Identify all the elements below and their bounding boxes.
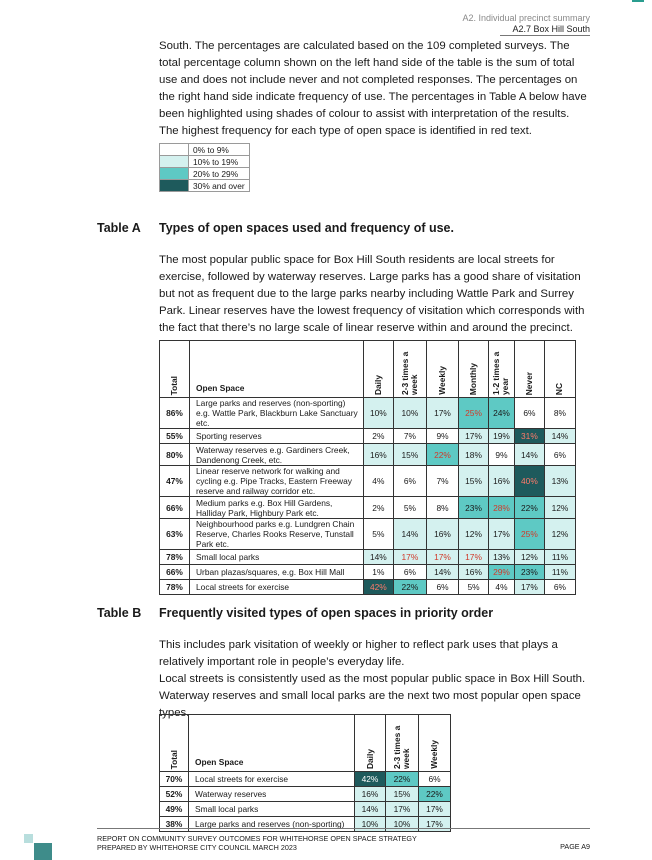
table-row xyxy=(160,466,576,497)
value-cell: 17% xyxy=(426,550,458,565)
value-cell: 13% xyxy=(489,550,515,565)
value-cell: 22% xyxy=(386,772,419,787)
value-cell: 5% xyxy=(393,497,426,519)
value-cell: 42% xyxy=(355,772,386,787)
column-header xyxy=(544,341,575,398)
table-row xyxy=(160,444,576,466)
legend-label: 30% and over xyxy=(189,180,250,192)
open-space-name: Small local parks xyxy=(190,550,364,565)
table-a-label: Table A xyxy=(97,221,141,235)
table-row xyxy=(160,398,576,429)
value-cell: 10% xyxy=(393,398,426,429)
value-cell: 16% xyxy=(363,444,393,466)
legend-swatch xyxy=(160,144,189,156)
column-header-label: Daily xyxy=(372,374,383,395)
column-header xyxy=(489,341,515,398)
value-cell: 10% xyxy=(386,817,419,832)
legend-swatch xyxy=(160,156,189,168)
column-header xyxy=(426,341,458,398)
value-cell: 7% xyxy=(426,466,458,497)
total-cell: 86% xyxy=(160,398,190,429)
total-cell: 38% xyxy=(160,817,189,832)
footer-decor-square-large xyxy=(34,843,52,860)
value-cell: 6% xyxy=(544,444,575,466)
value-cell: 7% xyxy=(393,429,426,444)
open-space-name: Sporting reserves xyxy=(190,429,364,444)
value-cell: 16% xyxy=(489,466,515,497)
value-cell: 4% xyxy=(489,580,515,595)
table-row xyxy=(160,565,576,580)
column-header-open-space: Open Space xyxy=(189,715,355,772)
value-cell: 6% xyxy=(393,565,426,580)
table-row xyxy=(160,519,576,550)
value-cell: 28% xyxy=(489,497,515,519)
open-space-name: Large parks and reserves (non-sporting) xyxy=(189,817,355,832)
value-cell: 40% xyxy=(514,466,544,497)
legend-label: 10% to 19% xyxy=(189,156,250,168)
value-cell: 6% xyxy=(544,580,575,595)
table-row xyxy=(160,580,576,595)
column-header xyxy=(160,715,189,772)
value-cell: 13% xyxy=(544,466,575,497)
header-subsection: A2.7 Box Hill South xyxy=(512,24,590,34)
total-cell: 78% xyxy=(160,550,190,565)
value-cell: 9% xyxy=(426,429,458,444)
column-header-label: Never xyxy=(523,371,534,395)
value-cell: 18% xyxy=(459,444,489,466)
footer-prepared-by: PREPARED BY WHITEHORSE CITY COUNCIL MARCH 2023 xyxy=(97,843,297,852)
value-cell: 14% xyxy=(426,565,458,580)
value-cell: 5% xyxy=(363,519,393,550)
value-cell: 17% xyxy=(489,519,515,550)
value-cell: 2% xyxy=(363,497,393,519)
value-cell: 16% xyxy=(426,519,458,550)
footer-rule xyxy=(97,828,590,829)
total-cell: 66% xyxy=(160,565,190,580)
value-cell: 11% xyxy=(544,550,575,565)
value-cell: 6% xyxy=(426,580,458,595)
value-cell: 4% xyxy=(363,466,393,497)
value-cell: 8% xyxy=(544,398,575,429)
table-a-title: Types of open spaces used and frequency of use. xyxy=(159,221,454,235)
table-b xyxy=(159,714,451,832)
table-row xyxy=(160,550,576,565)
color-legend xyxy=(159,143,250,192)
column-header-label: 2-3 times a week xyxy=(392,725,411,769)
value-cell: 12% xyxy=(459,519,489,550)
header-rule xyxy=(500,35,590,36)
page-number: PAGE A9 xyxy=(560,842,590,851)
corner-accent xyxy=(632,0,644,2)
value-cell: 25% xyxy=(514,519,544,550)
total-cell: 52% xyxy=(160,787,189,802)
header-section: A2. Individual precinct summary xyxy=(462,13,590,23)
legend-swatch xyxy=(160,180,189,192)
value-cell: 17% xyxy=(419,802,451,817)
column-header-label: 1-2 times a year xyxy=(491,351,511,395)
open-space-name: Local streets for exercise xyxy=(190,580,364,595)
column-header-label: Weekly xyxy=(436,366,447,395)
column-header-label: Monthly xyxy=(468,362,479,395)
open-space-name: Large parks and reserves (non-sporting) e.g. Wattle Park, Blackburn Lake Sanctuary etc. xyxy=(190,398,364,429)
value-cell: 23% xyxy=(459,497,489,519)
legend-swatch xyxy=(160,168,189,180)
legend-row xyxy=(160,180,250,192)
open-space-name: Waterway reserves xyxy=(189,787,355,802)
table-a xyxy=(159,340,576,595)
table-row xyxy=(160,787,451,802)
value-cell: 12% xyxy=(544,519,575,550)
table-a-description: The most popular public space for Box Hill South residents are local streets for exercise, followed by waterway reserves. Large parks has a good share of visitation but not as frequent due to the large parks nearby including Wattle Park and Surrey Park. Linear reserves have the lowest frequency of visitation which corresponds with the fact that there’s no large scale of linear reserve within and around the precinct. xyxy=(159,254,585,334)
column-header xyxy=(363,341,393,398)
value-cell: 15% xyxy=(459,466,489,497)
value-cell: 12% xyxy=(514,550,544,565)
value-cell: 14% xyxy=(393,519,426,550)
column-header xyxy=(386,715,419,772)
open-space-name: Neighbourhood parks e.g. Lundgren Chain Reserve, Charles Rooks Reserve, Tunstall Park etc. xyxy=(190,519,364,550)
table-row xyxy=(160,497,576,519)
column-header xyxy=(160,341,190,398)
value-cell: 14% xyxy=(363,550,393,565)
value-cell: 5% xyxy=(459,580,489,595)
value-cell: 11% xyxy=(544,565,575,580)
value-cell: 17% xyxy=(514,580,544,595)
value-cell: 22% xyxy=(426,444,458,466)
value-cell: 17% xyxy=(459,429,489,444)
total-cell: 66% xyxy=(160,497,190,519)
column-header xyxy=(514,341,544,398)
value-cell: 10% xyxy=(363,398,393,429)
column-header-label: Daily xyxy=(364,748,375,769)
value-cell: 8% xyxy=(426,497,458,519)
column-header-label: Total xyxy=(169,375,179,395)
table-row xyxy=(160,817,451,832)
total-cell: 78% xyxy=(160,580,190,595)
table-b-description: This includes park visitation of weekly or higher to reflect park uses that plays a relatively important role in people’s everyday life. Local streets is consistently used as the most popular public space in Box Hill South. Waterway reserves and small local parks are the next two most popular open space types. xyxy=(159,639,586,719)
value-cell: 17% xyxy=(386,802,419,817)
value-cell: 14% xyxy=(355,802,386,817)
footer-report-title: REPORT ON COMMUNITY SURVEY OUTCOMES FOR WHITEHORSE OPEN SPACE STRATEGY xyxy=(97,834,417,843)
value-cell: 15% xyxy=(393,444,426,466)
value-cell: 9% xyxy=(489,444,515,466)
value-cell: 17% xyxy=(393,550,426,565)
value-cell: 22% xyxy=(514,497,544,519)
value-cell: 29% xyxy=(489,565,515,580)
open-space-name: Medium parks e.g. Box Hill Gardens, Halliday Park, Highbury Park etc. xyxy=(190,497,364,519)
total-cell: 55% xyxy=(160,429,190,444)
value-cell: 31% xyxy=(514,429,544,444)
value-cell: 6% xyxy=(393,466,426,497)
legend-label: 0% to 9% xyxy=(189,144,250,156)
value-cell: 12% xyxy=(544,497,575,519)
open-space-name: Urban plazas/squares, e.g. Box Hill Mall xyxy=(190,565,364,580)
column-header-label: 2-3 times a week xyxy=(399,351,419,395)
column-header-label: NC xyxy=(554,382,565,395)
value-cell: 14% xyxy=(514,444,544,466)
value-cell: 19% xyxy=(489,429,515,444)
value-cell: 16% xyxy=(355,787,386,802)
total-cell: 70% xyxy=(160,772,189,787)
total-cell: 80% xyxy=(160,444,190,466)
table-row xyxy=(160,429,576,444)
table-b-title: Frequently visited types of open spaces in priority order xyxy=(159,606,494,620)
value-cell: 10% xyxy=(355,817,386,832)
value-cell: 2% xyxy=(363,429,393,444)
column-header xyxy=(355,715,386,772)
legend-row xyxy=(160,156,250,168)
value-cell: 1% xyxy=(363,565,393,580)
table-b-label: Table B xyxy=(97,606,142,620)
value-cell: 25% xyxy=(459,398,489,429)
value-cell: 17% xyxy=(426,398,458,429)
value-cell: 6% xyxy=(514,398,544,429)
value-cell: 6% xyxy=(419,772,451,787)
legend-label: 20% to 29% xyxy=(189,168,250,180)
value-cell: 14% xyxy=(544,429,575,444)
open-space-name: Waterway reserves e.g. Gardiners Creek, Dandenong Creek, etc. xyxy=(190,444,364,466)
column-header-open-space: Open Space xyxy=(190,341,364,398)
footer-decor-square-small xyxy=(24,834,33,843)
value-cell: 16% xyxy=(459,565,489,580)
value-cell: 22% xyxy=(393,580,426,595)
open-space-name: Linear reserve network for walking and cycling e.g. Pipe Tracks, Eastern Freeway reserve and railway corridor etc. xyxy=(190,466,364,497)
total-cell: 47% xyxy=(160,466,190,497)
legend-row xyxy=(160,168,250,180)
column-header xyxy=(459,341,489,398)
value-cell: 22% xyxy=(419,787,451,802)
total-cell: 63% xyxy=(160,519,190,550)
value-cell: 15% xyxy=(386,787,419,802)
column-header xyxy=(419,715,451,772)
intro-paragraph: South. The percentages are calculated based on the 109 completed surveys. The total percentage column shown on the left hand side of the table is the sum of total use and does not include never and not completed responses. The percentages on the right hand side indicate frequency of use. The percentages in Table A below have been highlighted using shades of colour to assist with interpretation of the results. The highest frequency for each type of open space is identified in red text. xyxy=(159,40,587,137)
open-space-name: Small local parks xyxy=(189,802,355,817)
value-cell: 23% xyxy=(514,565,544,580)
table-row xyxy=(160,802,451,817)
value-cell: 42% xyxy=(363,580,393,595)
column-header-label: Total xyxy=(168,749,179,769)
value-cell: 24% xyxy=(489,398,515,429)
value-cell: 17% xyxy=(419,817,451,832)
column-header-label: Weekly xyxy=(429,740,439,769)
table-row xyxy=(160,772,451,787)
total-cell: 49% xyxy=(160,802,189,817)
column-header xyxy=(393,341,426,398)
value-cell: 17% xyxy=(459,550,489,565)
legend-row xyxy=(160,144,250,156)
open-space-name: Local streets for exercise xyxy=(189,772,355,787)
